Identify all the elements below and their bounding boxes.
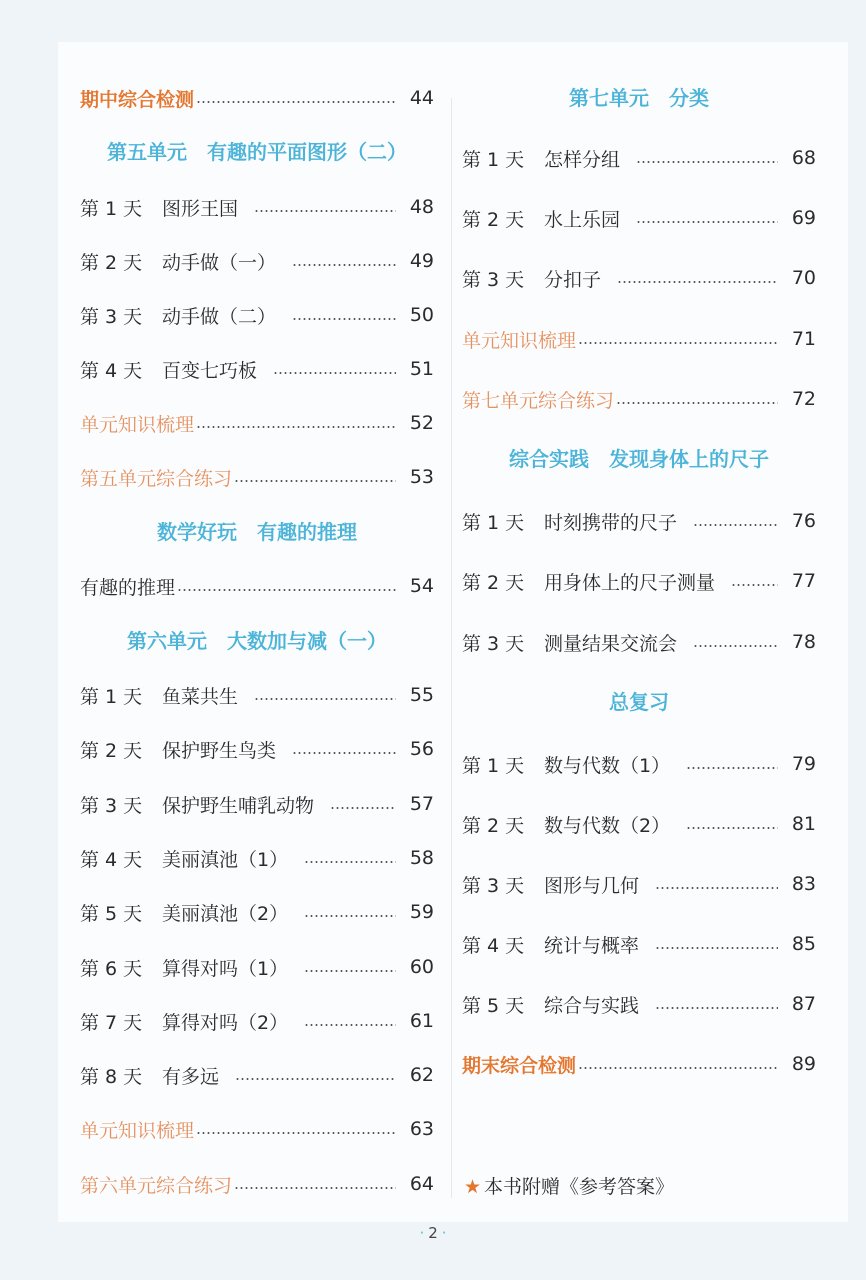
entry-day: 第 2 天	[80, 251, 143, 274]
entry-page-number: 68	[791, 147, 816, 169]
entry-day: 第 1 天	[462, 148, 525, 171]
dot-leader	[196, 101, 396, 103]
entry-title: 时刻携带的尺子	[544, 511, 678, 534]
toc-entry[interactable]	[80, 1061, 434, 1089]
entry-page-number: 56	[409, 738, 434, 760]
entry-page-number: 60	[409, 956, 434, 978]
entry-title: 单元知识梳理	[80, 413, 195, 436]
toc-entry[interactable]	[80, 193, 434, 221]
entry-title: 动手做（二）	[162, 305, 277, 328]
entry-day: 第 3 天	[462, 874, 525, 897]
dot-leader	[693, 645, 778, 647]
entry-day: 第 3 天	[80, 794, 143, 817]
entry-title: 数与代数（1）	[544, 754, 671, 777]
toc-entry[interactable]	[462, 750, 816, 778]
dot-leader	[330, 807, 396, 809]
dot-leader	[686, 827, 778, 829]
entry-page-number: 44	[409, 87, 434, 109]
entry-day: 第 2 天	[462, 814, 525, 837]
entry-page-number: 63	[409, 1118, 434, 1140]
bonus-note-text: 本书附赠《参考答案》	[484, 1176, 675, 1198]
dot-leader	[304, 970, 396, 972]
toc-entry[interactable]	[462, 1050, 816, 1078]
toc-entry[interactable]	[80, 735, 434, 763]
dot-leader	[234, 1187, 396, 1189]
column-divider	[451, 98, 452, 1198]
toc-entry[interactable]	[80, 681, 434, 709]
entry-title: 单元知识梳理	[462, 329, 577, 352]
dot-leader	[254, 210, 396, 212]
entry-page-number: 61	[409, 1010, 434, 1032]
dot-leader	[273, 372, 396, 374]
toc-entry[interactable]	[80, 84, 434, 112]
toc-page	[58, 42, 848, 1222]
entry-title: 算得对吗（2）	[162, 1011, 289, 1034]
entry-page-number: 49	[409, 250, 434, 272]
bonus-note	[464, 1172, 674, 1199]
entry-title: 数与代数（2）	[544, 814, 671, 837]
entry-title: 第五单元综合练习	[80, 467, 233, 490]
entry-page-number: 64	[409, 1173, 434, 1195]
entry-title: 保护野生鸟类	[162, 739, 277, 762]
dot-leader	[686, 767, 778, 769]
dot-leader	[235, 1078, 396, 1080]
toc-entry[interactable]	[462, 264, 816, 292]
toc-entry[interactable]	[462, 930, 816, 958]
toc-entry[interactable]	[80, 1007, 434, 1035]
entry-title: 期中综合检测	[80, 88, 195, 111]
entry-day: 第 2 天	[462, 208, 525, 231]
entry-title: 期末综合检测	[462, 1054, 577, 1077]
dot-leader	[304, 915, 396, 917]
entry-title: 综合与实践	[544, 994, 640, 1017]
entry-page-number: 87	[791, 993, 816, 1015]
entry-page-number: 58	[409, 847, 434, 869]
dot-leader	[731, 584, 778, 586]
entry-page-number: 53	[409, 466, 434, 488]
toc-entry[interactable]	[462, 385, 816, 413]
entry-title: 用身体上的尺子测量	[544, 571, 716, 594]
entry-page-number: 79	[791, 753, 816, 775]
entry-day: 第 1 天	[462, 511, 525, 534]
dot-icon: ·	[419, 1224, 425, 1242]
entry-title: 图形王国	[162, 197, 239, 220]
entry-day: 第 4 天	[462, 934, 525, 957]
entry-day: 第 1 天	[462, 754, 525, 777]
entry-page-number: 48	[409, 196, 434, 218]
entry-day: 第 1 天	[80, 685, 143, 708]
entry-page-number: 57	[409, 793, 434, 815]
entry-day: 第 5 天	[80, 902, 143, 925]
toc-entry[interactable]	[80, 844, 434, 872]
dot-leader	[578, 342, 778, 344]
toc-entry[interactable]	[80, 898, 434, 926]
entry-page-number: 71	[791, 328, 816, 350]
entry-title: 第七单元综合练习	[462, 389, 615, 412]
dot-leader	[578, 1067, 778, 1069]
entry-title: 有多远	[162, 1065, 220, 1088]
dot-leader	[304, 1024, 396, 1026]
entry-day: 第 3 天	[80, 305, 143, 328]
entry-page-number: 81	[791, 813, 816, 835]
entry-title: 美丽滇池（2）	[162, 902, 289, 925]
section-heading: 第五单元 有趣的平面图形（二）	[107, 140, 407, 164]
entry-day: 第 2 天	[462, 571, 525, 594]
dot-leader	[693, 524, 778, 526]
entry-page-number: 55	[409, 684, 434, 706]
entry-title: 有趣的推理	[80, 576, 176, 599]
toc-entry[interactable]	[462, 144, 816, 172]
entry-day: 第 7 天	[80, 1011, 143, 1034]
dot-leader	[177, 589, 396, 591]
entry-page-number: 59	[409, 901, 434, 923]
dot-leader	[655, 887, 778, 889]
toc-entry[interactable]	[462, 870, 816, 898]
entry-title: 第六单元综合练习	[80, 1174, 233, 1197]
toc-entry[interactable]	[80, 1115, 434, 1143]
entry-title: 算得对吗（1）	[162, 957, 289, 980]
toc-entry[interactable]	[80, 409, 434, 437]
entry-day: 第 5 天	[462, 994, 525, 1017]
entry-page-number: 50	[409, 304, 434, 326]
entry-page-number: 89	[791, 1053, 816, 1075]
dot-leader	[196, 426, 396, 428]
entry-day: 第 4 天	[80, 848, 143, 871]
dot-leader	[636, 161, 778, 163]
toc-entry[interactable]	[462, 325, 816, 353]
dot-leader	[292, 752, 396, 754]
entry-title: 百变七巧板	[162, 359, 258, 382]
entry-page-number: 77	[791, 570, 816, 592]
entry-page-number: 51	[409, 358, 434, 380]
entry-day: 第 6 天	[80, 957, 143, 980]
entry-day: 第 1 天	[80, 197, 143, 220]
page-number-value: 2	[428, 1224, 438, 1242]
toc-entry[interactable]	[80, 247, 434, 275]
toc-entry[interactable]	[462, 567, 816, 595]
dot-leader	[304, 861, 396, 863]
star-icon: ★	[464, 1176, 482, 1198]
dot-leader	[617, 281, 778, 283]
toc-entry[interactable]	[80, 572, 434, 600]
dot-leader	[234, 480, 396, 482]
dot-leader	[196, 1132, 396, 1134]
toc-entry[interactable]	[80, 463, 434, 491]
entry-page-number: 72	[791, 388, 816, 410]
entry-page-number: 52	[409, 412, 434, 434]
entry-title: 怎样分组	[544, 148, 621, 171]
entry-page-number: 83	[791, 873, 816, 895]
dot-leader	[292, 264, 396, 266]
entry-day: 第 8 天	[80, 1065, 143, 1088]
entry-title: 测量结果交流会	[544, 632, 678, 655]
entry-title: 美丽滇池（1）	[162, 848, 289, 871]
entry-title: 鱼菜共生	[162, 685, 239, 708]
entry-title: 单元知识梳理	[80, 1119, 195, 1142]
toc-entry[interactable]	[462, 990, 816, 1018]
dot-leader	[616, 402, 778, 404]
section-heading: 第六单元 大数加与减（一）	[127, 629, 387, 653]
entry-day: 第 3 天	[462, 268, 525, 291]
entry-day: 第 3 天	[462, 632, 525, 655]
entry-title: 水上乐园	[544, 208, 621, 231]
entry-title: 保护野生哺乳动物	[162, 794, 315, 817]
section-heading: 数学好玩 有趣的推理	[157, 520, 357, 544]
entry-page-number: 54	[409, 575, 434, 597]
entry-day: 第 4 天	[80, 359, 143, 382]
toc-entry[interactable]	[80, 1170, 434, 1198]
dot-leader	[655, 947, 778, 949]
section-heading: 综合实践 发现身体上的尺子	[509, 447, 769, 471]
section-heading: 第七单元 分类	[569, 86, 709, 110]
entry-title: 图形与几何	[544, 874, 640, 897]
dot-icon: ·	[441, 1224, 447, 1242]
entry-title: 统计与概率	[544, 934, 640, 957]
toc-entry[interactable]	[462, 810, 816, 838]
toc-entry[interactable]	[80, 355, 434, 383]
toc-entry[interactable]	[462, 204, 816, 232]
entry-page-number: 76	[791, 510, 816, 532]
toc-entry[interactable]	[80, 790, 434, 818]
entry-title: 分扣子	[544, 268, 602, 291]
entry-page-number: 62	[409, 1064, 434, 1086]
section-heading: 总复习	[609, 690, 669, 714]
entry-title: 动手做（一）	[162, 251, 277, 274]
entry-page-number: 85	[791, 933, 816, 955]
toc-entry[interactable]	[80, 953, 434, 981]
dot-leader	[655, 1007, 778, 1009]
page-number	[0, 1224, 866, 1242]
toc-entry[interactable]	[462, 507, 816, 535]
entry-page-number: 70	[791, 267, 816, 289]
toc-entry[interactable]	[462, 628, 816, 656]
dot-leader	[292, 318, 396, 320]
dot-leader	[636, 221, 778, 223]
entry-page-number: 78	[791, 631, 816, 653]
entry-day: 第 2 天	[80, 739, 143, 762]
toc-entry[interactable]	[80, 301, 434, 329]
dot-leader	[254, 698, 396, 700]
entry-page-number: 69	[791, 207, 816, 229]
